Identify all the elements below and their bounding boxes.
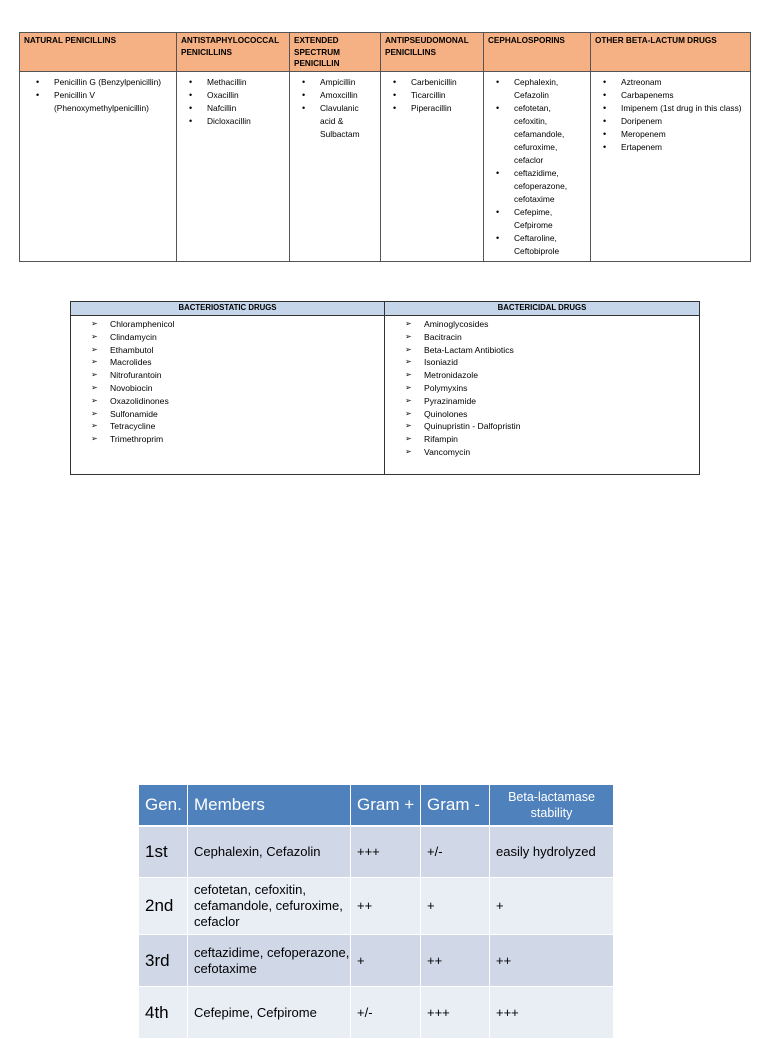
penicillin-header-row bbox=[20, 33, 751, 72]
gram-positive-cell: +/- bbox=[351, 987, 421, 1039]
natural-penicillins-cell bbox=[20, 72, 177, 262]
header-extended-spectrum: EXTENDED SPECTRUM PENICILLIN bbox=[290, 33, 381, 72]
list-item: ➢ Vancomycin bbox=[405, 446, 699, 459]
generation-cell: 3rd bbox=[139, 935, 188, 987]
gram-positive-cell: + bbox=[351, 935, 421, 987]
list-item: ➢ Trimethroprim bbox=[91, 433, 384, 446]
list-item: • Methacillin bbox=[189, 76, 285, 89]
list-item: • ceftazidime, cefoperazone, cefotaxime bbox=[496, 167, 586, 206]
gram-negative-cell: + bbox=[421, 878, 490, 935]
extended-spectrum-cell bbox=[290, 72, 381, 262]
list-item: • Ceftaroline, Ceftobiprole bbox=[496, 232, 586, 258]
list-item: • Penicillin V (Phenoxymethylpenicillin) bbox=[36, 89, 172, 115]
static-cidal-body-row bbox=[71, 316, 700, 475]
list-item: • Dicloxacillin bbox=[189, 115, 285, 128]
gram-positive-cell: +++ bbox=[351, 827, 421, 878]
list-item: ➢ Polymyxins bbox=[405, 382, 699, 395]
list-item: ➢ Beta-Lactam Antibiotics bbox=[405, 344, 699, 357]
list-item: ➢ Nitrofurantoin bbox=[91, 369, 384, 382]
bacteriostatic-cell bbox=[71, 316, 385, 475]
cephalosporin-generations-table bbox=[139, 785, 613, 1039]
generation-cell: 4th bbox=[139, 987, 188, 1039]
static-cidal-header-row bbox=[71, 302, 700, 316]
list-item: ➢ Isoniazid bbox=[405, 356, 699, 369]
list-item: • Ertapenem bbox=[603, 141, 746, 154]
list-item: ➢ Clindamycin bbox=[91, 331, 384, 344]
list-item: ➢ Quinolones bbox=[405, 408, 699, 421]
list-item: ➢ Oxazolidinones bbox=[91, 395, 384, 408]
table-row bbox=[139, 987, 613, 1039]
stability-cell: +++ bbox=[490, 987, 613, 1039]
header-gram-negative: Gram - bbox=[421, 785, 490, 827]
generation-header-row bbox=[139, 785, 613, 827]
list-item: ➢ Bacitracin bbox=[405, 331, 699, 344]
table-row bbox=[139, 827, 613, 878]
gram-negative-cell: +/- bbox=[421, 827, 490, 878]
list-item: • Meropenem bbox=[603, 128, 746, 141]
list-item: • Ticarcillin bbox=[393, 89, 479, 102]
header-cephalosporins: CEPHALOSPORINS bbox=[484, 33, 591, 72]
header-other-beta-lactam: OTHER BETA-LACTUM DRUGS bbox=[591, 33, 751, 72]
list-item: • Imipenem (1st drug in this class) bbox=[603, 102, 746, 115]
list-item: • cefotetan, cefoxitin, cefamandole, cefuroxime, cefaclor bbox=[496, 102, 586, 167]
list-item: • Cephalexin, Cefazolin bbox=[496, 76, 586, 102]
generation-cell: 1st bbox=[139, 827, 188, 878]
other-beta-lactam-cell bbox=[591, 72, 751, 262]
members-cell: Cephalexin, Cefazolin bbox=[188, 827, 351, 878]
stability-cell: easily hydrolyzed bbox=[490, 827, 613, 878]
gram-negative-cell: +++ bbox=[421, 987, 490, 1039]
generation-cell: 2nd bbox=[139, 878, 188, 935]
header-members: Members bbox=[188, 785, 351, 827]
gram-positive-cell: ++ bbox=[351, 878, 421, 935]
list-item: ➢ Metronidazole bbox=[405, 369, 699, 382]
penicillin-body-row bbox=[20, 72, 751, 262]
bactericidal-cell bbox=[385, 316, 700, 475]
gram-negative-cell: ++ bbox=[421, 935, 490, 987]
members-cell: cefotetan, cefoxitin, cefamandole, cefuroxime, cefaclor bbox=[188, 878, 351, 935]
list-item: ➢ Quinupristin - Dalfopristin bbox=[405, 420, 699, 433]
table-row bbox=[139, 935, 613, 987]
penicillin-classes-table bbox=[19, 32, 751, 262]
list-item: • Doripenem bbox=[603, 115, 746, 128]
stability-cell: + bbox=[490, 878, 613, 935]
header-natural-penicillins: NATURAL PENICILLINS bbox=[20, 33, 177, 72]
list-item: ➢ Ethambutol bbox=[91, 344, 384, 357]
header-antipseudomonal: ANTIPSEUDOMONAL PENICILLINS bbox=[381, 33, 484, 72]
members-cell: Cefepime, Cefpirome bbox=[188, 987, 351, 1039]
list-item: • Carbenicillin bbox=[393, 76, 479, 89]
list-item: • Carbapenems bbox=[603, 89, 746, 102]
list-item: ➢ Macrolides bbox=[91, 356, 384, 369]
list-item: ➢ Chloramphenicol bbox=[91, 318, 384, 331]
list-item: • Oxacillin bbox=[189, 89, 285, 102]
list-item: • Ampicillin bbox=[302, 76, 376, 89]
cephalosporins-cell bbox=[484, 72, 591, 262]
table-row bbox=[139, 878, 613, 935]
header-beta-lactamase-stability: Beta-lactamase stability bbox=[490, 785, 613, 827]
stability-cell: ++ bbox=[490, 935, 613, 987]
antipseudomonal-cell bbox=[381, 72, 484, 262]
header-bactericidal: BACTERICIDAL DRUGS bbox=[385, 302, 700, 316]
list-item: • Clavulanic acid & Sulbactam bbox=[302, 102, 376, 141]
list-item: ➢ Aminoglycosides bbox=[405, 318, 699, 331]
list-item: • Aztreonam bbox=[603, 76, 746, 89]
list-item: ➢ Rifampin bbox=[405, 433, 699, 446]
bacteriostatic-bactericidal-table bbox=[70, 301, 700, 475]
list-item: • Penicillin G (Benzylpenicillin) bbox=[36, 76, 172, 89]
list-item: • Amoxcillin bbox=[302, 89, 376, 102]
list-item: • Cefepime, Cefpirome bbox=[496, 206, 586, 232]
list-item: ➢ Sulfonamide bbox=[91, 408, 384, 421]
members-cell: ceftazidime, cefoperazone, cefotaxime bbox=[188, 935, 351, 987]
header-gen: Gen. bbox=[139, 785, 188, 827]
list-item: ➢ Pyrazinamide bbox=[405, 395, 699, 408]
header-bacteriostatic: BACTERIOSTATIC DRUGS bbox=[71, 302, 385, 316]
header-antistaphylococcal: ANTISTAPHYLOCOCCAL PENICILLINS bbox=[177, 33, 290, 72]
list-item: ➢ Tetracycline bbox=[91, 420, 384, 433]
antistaphylococcal-cell bbox=[177, 72, 290, 262]
list-item: • Piperacillin bbox=[393, 102, 479, 115]
list-item: • Nafcillin bbox=[189, 102, 285, 115]
header-gram-positive: Gram + bbox=[351, 785, 421, 827]
list-item: ➢ Novobiocin bbox=[91, 382, 384, 395]
